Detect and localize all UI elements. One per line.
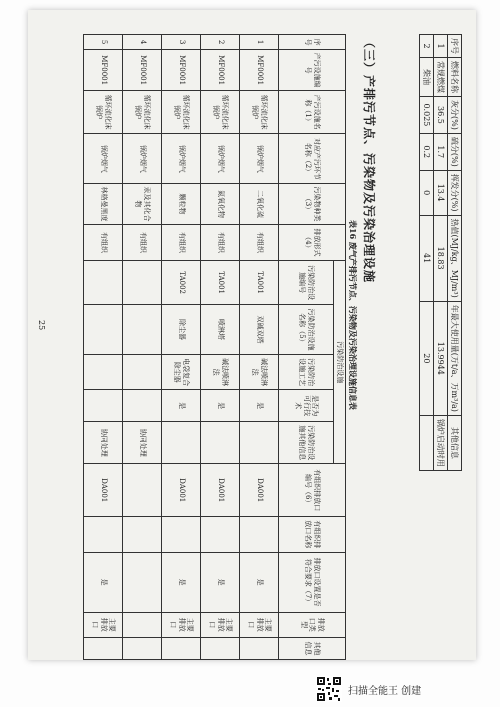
emission-header-cell: 污染防治设施编号 [279,261,334,305]
emission-header-cell: 对应产污环节名称（2） [279,134,346,184]
fuel-table-header [448,35,462,471]
rotated-content [28,10,476,660]
fuel-header-cell: 序号 [448,35,462,58]
emission-cell: 碱法喷淋法 [201,355,240,390]
emission-cell [123,517,162,552]
page-number: 25 [37,320,46,331]
emission-cell [84,355,123,390]
emission-cell: 有组织 [162,224,201,261]
emission-header-cell: 污染物种类（3） [279,184,346,224]
emission-cell: 主要排放口 [84,612,123,637]
emission-cell: 锅炉烟气 [123,134,162,184]
emission-cell [162,637,201,659]
fuel-cell: 1.7 [434,133,448,170]
fuel-cell: 2 [420,35,434,58]
emission-cell: 4 [123,35,162,50]
emission-row [162,35,201,660]
emission-header-cell: 其他信息 [279,637,346,659]
emission-cell: 氮氧化物 [201,184,240,224]
emission-cell: 5 [84,35,123,50]
fuel-cell: 41 [420,215,434,301]
emission-header-cell: 序号 [279,35,346,50]
emission-header-cell: 排放口类型 [279,612,346,637]
emission-table-body [84,35,279,660]
scanned-page [28,10,476,660]
emission-cell [240,422,279,464]
emission-cell [240,517,279,552]
emission-cell: 电袋复合除尘器 [162,355,201,390]
qr-code-icon [316,676,342,702]
emission-header-cell: 产污设施名称（1） [279,90,346,133]
fuel-header-cell: 硫分(%) [448,133,462,170]
fuel-header-cell: 热值(MJ/kg、MJ/m³) [448,215,462,301]
emission-cell: 主要排放口 [162,612,201,637]
fuel-row [420,35,434,471]
emission-row [201,35,240,660]
emission-cell: 3 [162,35,201,50]
emission-cell [84,390,123,422]
emission-cell [162,422,201,464]
emission-cell: 循环流化床锅炉 [123,90,162,133]
emission-cell: 协同处理 [84,422,123,464]
emission-cell [123,612,162,637]
emission-cell: 循环流化床锅炉 [201,90,240,133]
fuel-cell: 锅炉启动时用 [434,415,448,470]
fuel-cell: 柴油 [420,58,434,97]
fuel-cell [420,415,434,470]
emission-cell: 有组织 [240,224,279,261]
emission-cell: 协同处理 [123,422,162,464]
emission-cell [123,261,162,305]
emission-cell: 是 [201,390,240,422]
emission-cell [84,304,123,354]
emission-cell: 是 [240,390,279,422]
emission-header-cell: 排放形式（4） [279,224,346,261]
fuel-cell: 36.5 [434,97,448,134]
emission-cell: DA001 [162,464,201,517]
emission-header-cell: 产污设施编号 [279,50,346,91]
emission-cell: 是 [240,552,279,612]
emission-cell: 锅炉烟气 [201,134,240,184]
emission-header-cell: 有组织排放口编号（6） [279,464,346,517]
emission-table [83,34,346,660]
emission-cell: MF0001 [123,50,162,91]
emission-cell: MF0001 [84,50,123,91]
emission-cell: 是 [162,552,201,612]
fuel-header-cell: 灰分(%) [448,97,462,134]
emission-cell [201,637,240,659]
emission-cell: 喷淋塔 [201,304,240,354]
emission-cell: 林格曼黑度 [84,184,123,224]
fuel-table [419,34,462,471]
emission-cell [84,517,123,552]
emission-cell: 汞及其化合物 [123,184,162,224]
emission-table-header [279,35,346,660]
emission-cell: TA001 [201,261,240,305]
emission-row [84,35,123,660]
emission-header-cell: 排放口设置是否符合要求（7） [279,552,346,612]
emission-header-row [334,35,346,660]
fuel-cell: 0.2 [420,133,434,170]
emission-cell: TA002 [162,261,201,305]
fuel-header-cell: 挥发分(%) [448,170,462,215]
emission-header-cell: 污染防治设施其他信息 [279,422,334,464]
emission-cell: 双碱双塔 [240,304,279,354]
emission-cell: 二氧化硫 [240,184,279,224]
emission-cell: 颗粒物 [162,184,201,224]
emission-cell: 循环流化床锅炉 [162,90,201,133]
fuel-table-body [420,35,448,471]
emission-cell: DA001 [240,464,279,517]
fuel-header-cell: 年最大使用量(万t/a、万m³/a) [448,301,462,415]
emission-cell: 是 [84,552,123,612]
emission-cell: 有组织 [123,224,162,261]
emission-cell [201,517,240,552]
emission-cell: DA001 [201,464,240,517]
fuel-cell: 13.9944 [434,301,448,415]
emission-cell: 锅炉烟气 [240,134,279,184]
scanner-brand-text: 扫描全能王 创建 [348,685,422,697]
section-title: （三）产排污节点、污染物及污染治理设施 [362,36,376,284]
emission-cell [162,517,201,552]
emission-row [123,35,162,660]
emission-cell [123,390,162,422]
emission-header-cell: 污染防治设施名称（5） [279,304,334,354]
emission-cell: 循环流化床锅炉 [240,90,279,133]
emission-cell: MF0001 [240,50,279,91]
table-caption: 表16 废气产排污节点、污染物及污染治理设施信息表 [348,220,358,410]
emission-cell [123,304,162,354]
emission-cell [123,552,162,612]
emission-cell: 循环流化床锅炉 [84,90,123,133]
emission-cell: 是 [201,552,240,612]
emission-cell: 有组织 [201,224,240,261]
emission-cell: 主要排放口 [240,612,279,637]
emission-cell: 锅炉烟气 [162,134,201,184]
emission-header-cell: 污染防治设施工艺 [279,355,334,390]
emission-cell [123,637,162,659]
fuel-cell: 20 [420,301,434,415]
emission-header-cell: 有组织排放口名称 [279,517,346,552]
emission-cell [123,464,162,517]
fuel-cell: 0 [420,170,434,215]
emission-cell [84,261,123,305]
emission-cell [84,637,123,659]
fuel-cell: 1 [434,35,448,58]
emission-group-header: 污染防治设施 [334,261,346,464]
emission-cell: 主要排放口 [201,612,240,637]
emission-cell [240,637,279,659]
fuel-header-cell: 燃料名称 [448,58,462,97]
emission-header-cell: 是否为可行技术 [279,390,334,422]
fuel-cell: 常规燃煤 [434,58,448,97]
emission-cell [123,355,162,390]
emission-cell: 除尘器 [162,304,201,354]
scanner-watermark [316,676,421,702]
emission-cell [201,422,240,464]
fuel-cell: 18.83 [434,215,448,301]
emission-cell: 2 [201,35,240,50]
fuel-cell: 0.025 [420,97,434,134]
emission-cell: 锅炉烟气 [84,134,123,184]
emission-cell: 碱法喷淋法 [240,355,279,390]
emission-row [240,35,279,660]
emission-cell: MF0001 [162,50,201,91]
emission-cell: MF0001 [201,50,240,91]
emission-cell: TA001 [240,261,279,305]
emission-cell: 是 [162,390,201,422]
emission-cell: 有组织 [84,224,123,261]
fuel-cell: 13.4 [434,170,448,215]
fuel-header-cell: 其他信息 [448,415,462,470]
emission-cell: 1 [240,35,279,50]
fuel-row [434,35,448,471]
emission-cell: DA001 [84,464,123,517]
